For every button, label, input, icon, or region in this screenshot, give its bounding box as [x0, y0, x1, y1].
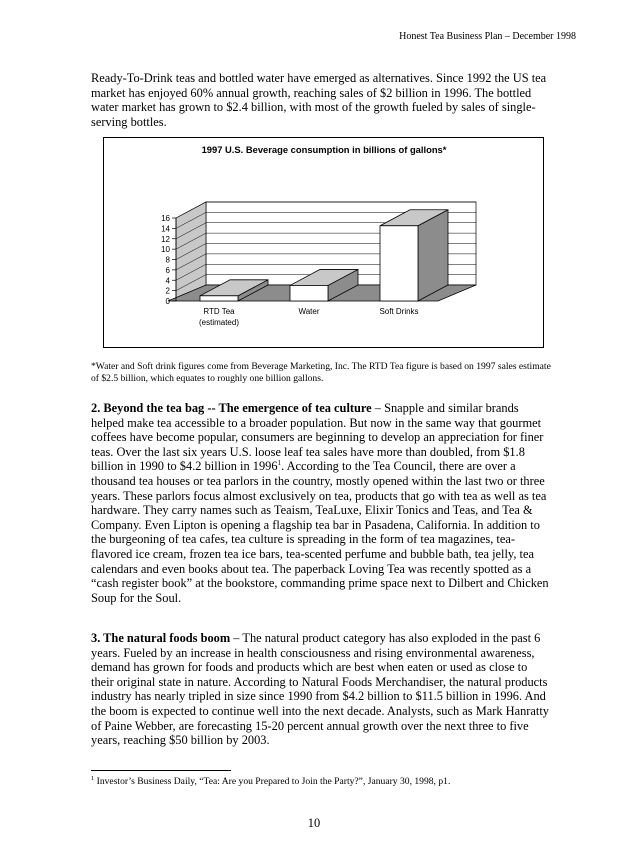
footnote-reference: 1: [277, 459, 282, 468]
section-3-body: – The natural product category has also exploded in the past 6 years. Fueled by an increase in health consciousness and rising environmental awareness, demand has grown for foods and products which are best when eaten or used as close to their original state in nature. According to Natural Foods Merchandiser, the natural products industry has nearly tripled in size since 1990 from $4.2 billion to $11.5 billion in 1996. And the boom is expected to continue well into the next decade. Analysts, such as Mark Hanratty of Paine Webber, are forecasting 15-20 percent annual growth over the next three to five years, reaching $50 billion by 2003.: [91, 631, 549, 748]
bar: [380, 226, 418, 301]
chart-footnote: *Water and Soft drink figures come from Beverage Marketing, Inc. The RTD Tea figure is based on 1997 sales estimate of $2.5 billion, which equates to roughly one billion gallons.: [91, 361, 551, 384]
y-tick-label: 14: [161, 224, 170, 234]
y-tick-label: 8: [165, 255, 170, 265]
section-2-paragraph: [91, 401, 549, 605]
y-tick-label: 12: [161, 234, 170, 244]
section-2-body-b: . According to the Tea Council, there are over a thousand tea houses or tea parlors in the country, mostly opened within the last two or three years. These parlors focus almost exclusively on tea, products that go with tea as well as tea hardware. They carry names such as Teaism, TeaLuxe, Elixir Tonics and Teas, and Tea & Company. Even Lipton is opening a flagship tea bar in Pasadena, California. In addition to the burgeoning of tea cafes, tea culture is spreading in the form of tea magazines, tea-flavored ice cream, frozen tea ice bars, tea-scented perfume and bubble bath, tea jelly, tea calendars and even books about tea. The paperback Loving Tea was recently spotted as a “cash register book” at the bookstore, commanding prime space next to Dilbert and Chicken Soup for the Soul.: [91, 459, 549, 605]
section-3-heading: 3. The natural foods boom: [91, 631, 231, 645]
page-number: 10: [307, 816, 321, 830]
section-3-paragraph: [91, 631, 549, 748]
footnote: [91, 776, 450, 787]
footnote-separator: [91, 770, 231, 771]
section-2-body-a: – Snapple and similar brands helped make tea accessible to a broader population. But now in the same way that gourmet coffees have become popular, consumers are beginning to develop an appreciation for finer teas. Over the last six years U.S. loose leaf tea sales have more than doubled, from $1.8 billion in 1990 to $4.2 billion in 1996: [91, 401, 544, 474]
running-header: Honest Tea Business Plan – December 1998: [399, 31, 576, 42]
y-tick-label: 2: [165, 286, 170, 296]
y-tick-label: 16: [161, 214, 170, 223]
y-tick-label: 10: [161, 245, 170, 255]
x-tick-label: Soft Drinks: [379, 307, 419, 316]
y-tick-label: 4: [165, 276, 170, 286]
intro-paragraph: Ready-To-Drink teas and bottled water have emerged as alternatives. Since 1992 the US tea market has enjoyed 60% annual growth, reaching sales of $2 billion in 1996. The bottled water market has grown to $2.4 billion, with most of the growth fueled by sales of single-serving bottles.: [91, 71, 547, 129]
beverage-chart: [103, 137, 544, 348]
footnote-text: Investor’s Business Daily, “Tea: Are you Prepared to Join the Party?”, January 30, 1998, p1.: [94, 776, 451, 787]
x-tick-label: (estimated): [198, 318, 240, 327]
section-2-heading: 2. Beyond the tea bag -- The emergence of tea culture: [91, 401, 372, 415]
bar: [290, 285, 328, 301]
y-tick-label: 6: [165, 265, 170, 275]
y-tick-label: 0: [165, 297, 170, 306]
bar-chart-svg: [104, 138, 545, 349]
footnote-mark: 1: [91, 774, 95, 782]
x-tick-label: RTD Tea: [203, 307, 235, 316]
bar: [200, 296, 238, 301]
chart-title: 1997 U.S. Beverage consumption in billions of gallons*: [201, 144, 447, 155]
x-tick-label: Water: [298, 307, 320, 316]
